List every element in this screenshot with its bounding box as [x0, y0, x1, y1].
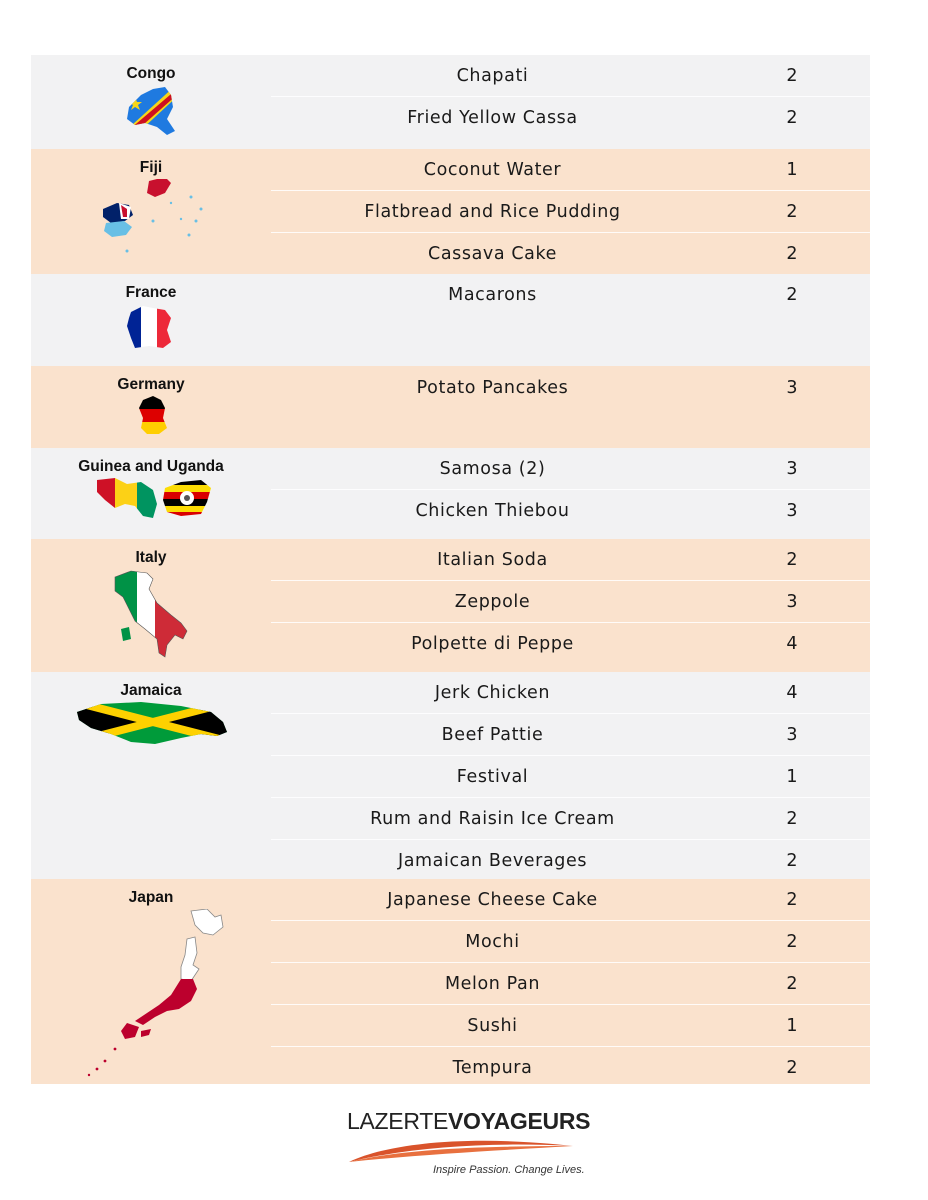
dish-quantity: 1 [786, 1015, 798, 1036]
dish-rows [271, 149, 870, 274]
dish-quantity: 2 [786, 973, 798, 994]
dish-rows [271, 879, 870, 1084]
logo-brand-bold: VOYAGEURS [448, 1108, 591, 1134]
country-name: Guinea and Uganda [78, 458, 224, 475]
table-row [271, 755, 870, 797]
country-cell [31, 366, 271, 448]
country-cell [31, 879, 271, 1084]
dish-name: Tempura [452, 1057, 533, 1078]
logo-swoosh-icon [335, 1134, 585, 1164]
dish-quantity: 2 [786, 931, 798, 952]
table-row [271, 920, 870, 962]
congo-flag-map-icon [31, 85, 271, 140]
dish-rows [271, 672, 870, 879]
table-row [271, 232, 870, 274]
dish-name: Mochi [465, 931, 520, 952]
dish-name: Coconut Water [423, 159, 562, 180]
dish-name: Melon Pan [444, 973, 541, 994]
country-group-germany [31, 366, 870, 448]
table-row [271, 448, 870, 489]
dish-quantity: 3 [786, 591, 798, 612]
table-row [271, 274, 870, 315]
dish-rows [271, 539, 870, 672]
table-row [271, 96, 870, 138]
table-row [271, 149, 870, 190]
dish-quantity: 3 [786, 377, 798, 398]
italy-flag-map-icon [31, 569, 271, 669]
logo-wordmark [347, 1108, 590, 1135]
dish-name: Rum and Raisin Ice Cream [370, 808, 615, 829]
table-row [271, 55, 870, 96]
dish-name: Jamaican Beverages [397, 850, 588, 871]
dish-name: Chicken Thiebou [415, 500, 570, 521]
country-name: France [125, 284, 177, 301]
dish-quantity: 2 [786, 65, 798, 86]
table-row [271, 879, 870, 920]
dish-rows [271, 448, 870, 539]
dish-quantity: 2 [786, 107, 798, 128]
table-row [271, 962, 870, 1004]
japan-flag-map-icon [31, 909, 271, 1079]
dish-quantity: 2 [786, 201, 798, 222]
table-row [271, 713, 870, 755]
dish-name: Cassava Cake [428, 243, 557, 264]
dish-name: Italian Soda [437, 549, 548, 570]
table-row [271, 797, 870, 839]
dish-name: Japanese Cheese Cake [387, 889, 598, 910]
dish-quantity: 4 [786, 682, 798, 703]
germany-flag-map-icon [31, 396, 271, 436]
table-row [271, 672, 870, 713]
dish-quantity: 2 [786, 808, 798, 829]
country-name: Congo [126, 65, 176, 82]
dish-quantity: 1 [786, 766, 798, 787]
country-cell [31, 55, 271, 149]
dish-quantity: 2 [786, 549, 798, 570]
table-row [271, 366, 870, 409]
dish-rows [271, 55, 870, 149]
dish-quantity: 2 [786, 243, 798, 264]
country-group-fiji [31, 149, 870, 274]
jamaica-flag-map-icon [31, 702, 271, 752]
country-cell [31, 539, 271, 672]
dish-name: Samosa (2) [439, 458, 546, 479]
dish-name: Chapati [456, 65, 529, 86]
table-row [271, 622, 870, 664]
country-group-italy [31, 539, 870, 672]
dish-quantity: 1 [786, 159, 798, 180]
logo-brand-light: LAZERTE [347, 1108, 449, 1134]
dish-name: Jerk Chicken [434, 682, 551, 703]
dish-quantity: 2 [786, 850, 798, 871]
dish-quantity: 3 [786, 724, 798, 745]
dish-quantity: 2 [786, 1057, 798, 1078]
country-group-congo [31, 55, 870, 149]
dish-rows [271, 366, 870, 448]
country-group-france [31, 274, 870, 366]
dish-name: Sushi [467, 1015, 518, 1036]
france-flag-map-icon [31, 304, 271, 354]
country-cell [31, 448, 271, 539]
guinea-uganda-flag-map-icon [31, 478, 271, 523]
country-name: Germany [117, 376, 185, 393]
dish-name: Fried Yellow Cassa [407, 107, 578, 128]
fiji-flag-map-icon [31, 179, 271, 269]
dish-name: Beef Pattie [441, 724, 544, 745]
table-row [271, 489, 870, 531]
country-cell [31, 672, 271, 879]
table-row [271, 1046, 870, 1088]
country-name: Japan [128, 889, 174, 906]
dish-name: Festival [456, 766, 529, 787]
dish-name: Zeppole [454, 591, 531, 612]
dish-quantity: 4 [786, 633, 798, 654]
dish-name: Macarons [448, 284, 537, 305]
food-table [31, 55, 870, 1084]
lazerte-voyageurs-logo [335, 1108, 591, 1183]
table-row [271, 539, 870, 580]
table-row [271, 580, 870, 622]
country-name: Fiji [139, 159, 163, 176]
country-cell [31, 274, 271, 366]
country-group-japan [31, 879, 870, 1084]
table-row [271, 839, 870, 881]
table-row [271, 190, 870, 232]
dish-quantity: 3 [786, 500, 798, 521]
dish-quantity: 3 [786, 458, 798, 479]
dish-rows [271, 274, 870, 366]
country-group-jamaica [31, 672, 870, 879]
country-cell [31, 149, 271, 274]
dish-quantity: 2 [786, 284, 798, 305]
country-name: Jamaica [120, 682, 182, 699]
logo-tagline: Inspire Passion. Change Lives. [433, 1164, 585, 1176]
table-row [271, 1004, 870, 1046]
dish-name: Potato Pancakes [416, 377, 569, 398]
dish-name: Flatbread and Rice Pudding [364, 201, 621, 222]
country-name: Italy [135, 549, 167, 566]
dish-quantity: 2 [786, 889, 798, 910]
country-group-guinea-uganda [31, 448, 870, 539]
dish-name: Polpette di Peppe [411, 633, 574, 654]
